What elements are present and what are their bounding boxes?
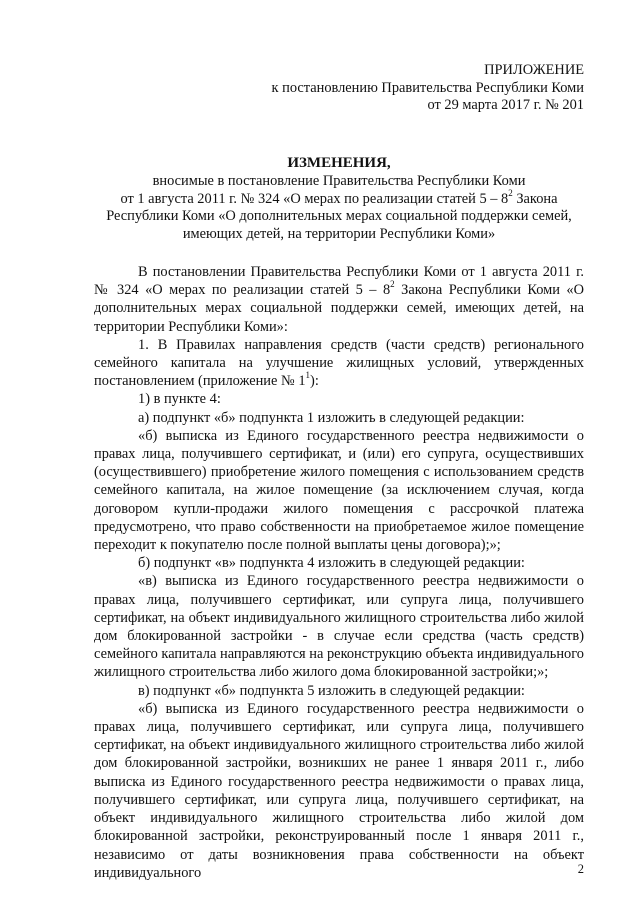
intro-text-end: Закона Республики Коми «О дополнительных мерах социальной поддержки семей, имеющих детей, на территории Республики Коми»: xyxy=(94,282,584,335)
intro-text: В постановлении Правительства Республики Коми от 1 августа 2011 г. № 324 «О мерах по реализации статей 5 – 8 xyxy=(94,264,584,299)
heading-line-2 xyxy=(94,187,584,209)
heading-line-4: имеющих детей, на территории Республики Коми» xyxy=(182,225,496,242)
document-body xyxy=(94,263,584,882)
heading-line-2-text: от 1 августа 2011 г. № 324 «О мерах по реализации статей 5 – 8 xyxy=(120,190,509,207)
subpoint-a-text: «б) выписка из Единого государственного реестра недвижимости о правах лица, получившего сертификат, и (или) его супруга, осуществивших (осуществившего) приобретение жилого помещения с использованием средств семейного капитала, на жилое помещение (за исключением случая, когда договором купли-продажи жилого помещения с рассрочкой платежа предусмотрено, что право собственности на приобретаемое жилое помещение переходит к покупателю после полной выплаты цены договора);»; xyxy=(94,427,584,554)
heading-line-1: вносимые в постановление Правительства Республики Коми xyxy=(152,173,526,189)
subpoint-c-title: в) подпункт «б» подпункта 5 изложить в следующей редакции: xyxy=(138,682,525,699)
appendix-block xyxy=(94,62,584,115)
heading-superscript: 2 xyxy=(508,187,513,198)
appendix-line-1: к постановлению Правительства Республики Коми xyxy=(271,79,584,96)
subpoint-b-title: б) подпункт «в» подпункта 4 изложить в следующей редакции: xyxy=(138,555,525,572)
appendix-title: ПРИЛОЖЕНИЕ xyxy=(484,62,584,78)
intro-paragraph xyxy=(94,263,584,336)
appendix-line-2: от 29 марта 2017 г. № 201 xyxy=(427,97,584,113)
subpoint-b-text: «в) выписка из Единого государственного реестра недвижимости о правах лица, получившего сертификат, или супруга лица, получившего сертификат, на объект индивидуального жилищного строительства либо жилой дом блокированной застройки - в случае если средства (часть средств) семейного капитала направляются на реконструкцию объекта индивидуального жилищного строительства либо жилого дома блокированной застройки;»; xyxy=(94,573,584,681)
heading-line-3: Республики Коми «О дополнительных мерах социальной поддержки семей, xyxy=(106,208,572,224)
item-1-paragraph xyxy=(94,336,584,391)
subpoint-c-text: «б) выписка из Единого государственного реестра недвижимости о правах лица, получившего сертификат, или супруга лица, получившего сертификат, на объект индивидуального жилищного строительства либо жилой дом блокированной застройки, возникших не ранее 1 января 2011 г., либо выписка из Единого государственного реестра недвижимости о правах лица, получившего сертификат, или супруга лица, получившего сертификат, на объект индивидуального жилищного строительства либо жилой дом блокированной застройки, реконструированный после 1 января 2011 г., независимо от даты возникновения права собственности на объект индивидуального xyxy=(94,700,584,881)
document-heading xyxy=(94,155,584,244)
intro-superscript: 2 xyxy=(390,279,395,290)
item-1-text-end: ): xyxy=(310,373,319,390)
page-number: 2 xyxy=(577,862,584,876)
heading-line-2-end: Закона xyxy=(512,190,558,207)
subpoint-a-title: а) подпункт «б» подпункта 1 изложить в следующей редакции: xyxy=(138,409,525,426)
item-1-superscript: 1 xyxy=(305,370,311,381)
heading-title: ИЗМЕНЕНИЯ, xyxy=(287,154,391,171)
subpoint-1: 1) в пункте 4: xyxy=(138,391,221,408)
item-1-text: 1. В Правилах направления средств (части средств) регионального семейного капитала на улучшение жилищных условий, утвержденных постановлением (приложение № 1 xyxy=(94,336,584,390)
